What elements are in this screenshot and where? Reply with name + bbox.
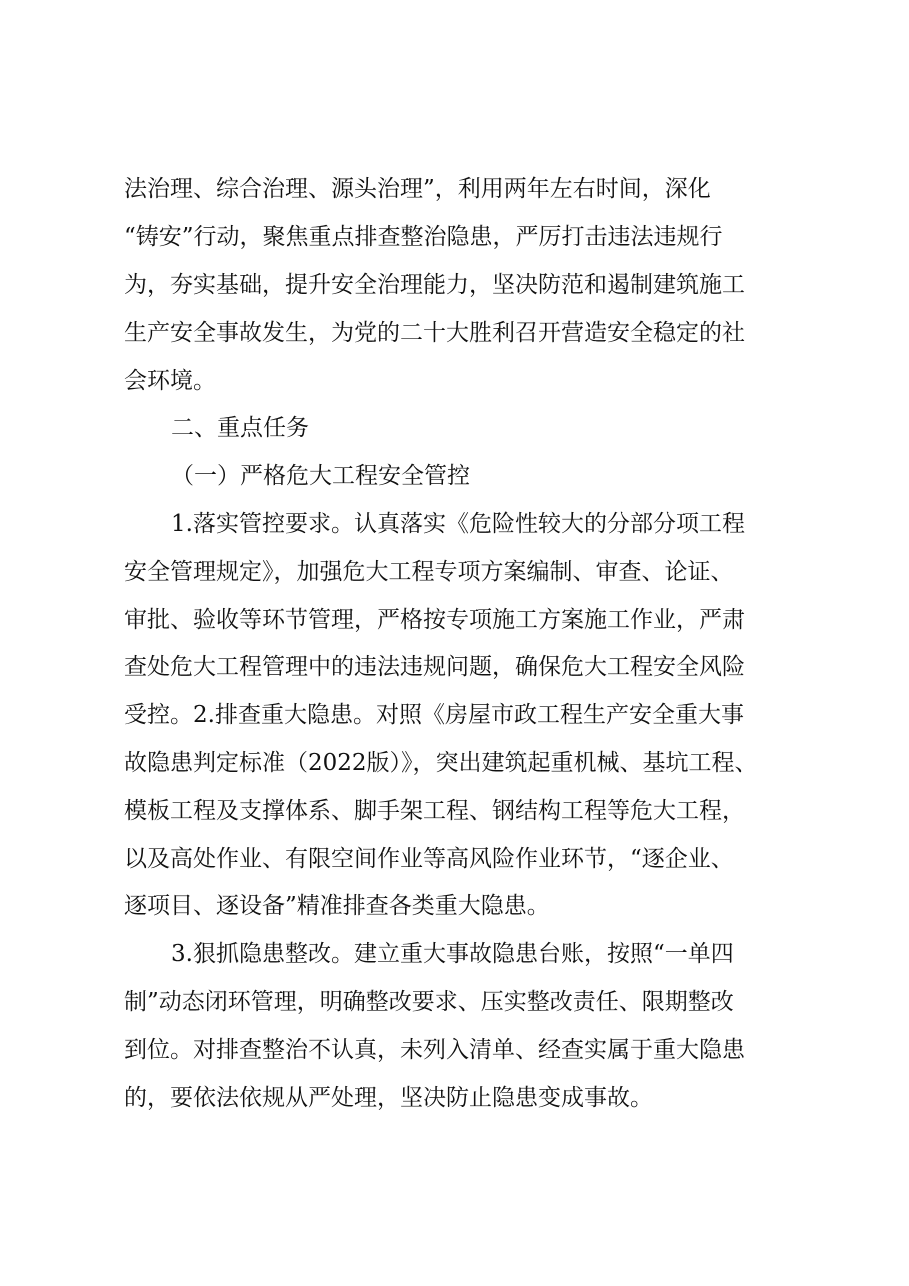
text-line: 到位。对排查整治不认真，未列入清单、经查实属于重大隐患 [124,1037,745,1063]
text-line: 安全管理规定》，加强危大工程专项方案编制、审查、论证、 [124,559,734,585]
text-line: 逐项目、逐设备”精准排查各类重大隐患。 [124,893,550,919]
text-line: 3.狠抓隐患整改。建立重大事故隐患台账，按照“一单四 [171,941,734,967]
text-line: 生产安全事故发生，为党的二十大胜利召开营造安全稳定的社 [124,320,745,346]
text-line: “铸安”行动，聚焦重点排查整治隐患，严厉打击违法违规行 [124,224,723,250]
text-line: 以及高处作业、有限空间作业等高风险作业环节，“逐企业、 [124,846,734,872]
text-line: 为，夯实基础，提升安全治理能力，坚决防范和遏制建筑施工 [124,272,745,298]
text-line: 会环境。 [124,368,216,394]
text-line: 制”动态闭环管理，明确整改要求、压实整改责任、限期整改 [124,989,734,1015]
text-line: 查处危大工程管理中的违法违规问题，确保危大工程安全风险 [124,654,745,680]
text-line: 故隐患判定标准（2022版）》，突出建筑起重机械、基坑工程、 [124,750,758,776]
text-line: 模板工程及支撑体系、脚手架工程、钢结构工程等危大工程， [124,798,745,824]
text-line: 的，要依法依规从严处理，坚决防止隐患变成事故。 [124,1085,653,1111]
text-line: 审批、验收等环节管理，严格按专项施工方案施工作业，严肃 [124,607,745,633]
section-heading: 二、重点任务 [171,415,309,441]
text-line: 受控。2.排查重大隐患。对照《房屋市政工程生产安全重大事 [124,702,744,728]
text-line: 法治理、综合治理、源头治理”，利用两年左右时间，深化 [124,176,711,202]
text-line: 1.落实管控要求。认真落实《危险性较大的分部分项工程 [171,511,745,537]
subsection-heading: （一）严格危大工程安全管控 [171,463,470,489]
